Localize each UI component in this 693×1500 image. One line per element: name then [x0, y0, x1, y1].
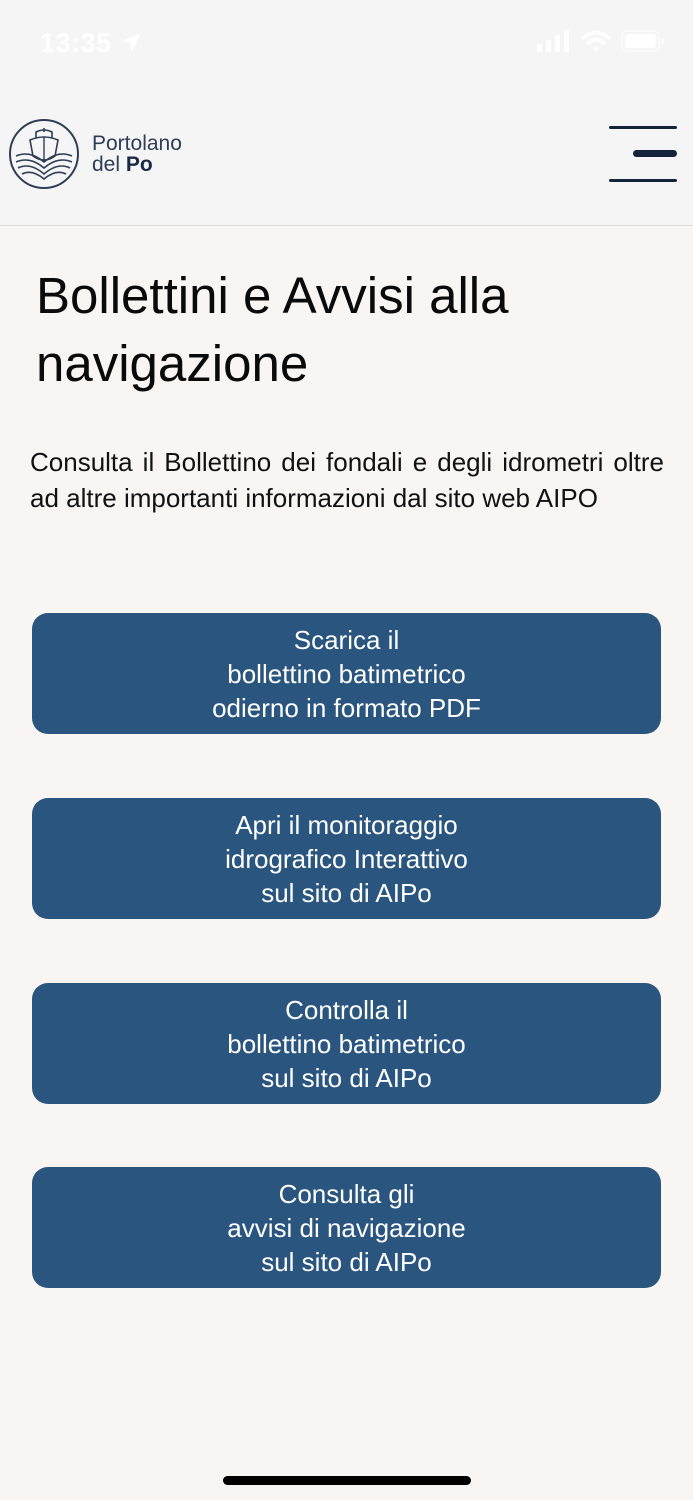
- page-title: Bollettini e Avvisi alla navigazione: [36, 267, 509, 392]
- portolano-logo[interactable]: [8, 118, 182, 190]
- status-time: 13:35: [40, 28, 112, 58]
- logo-line-1: Portolano: [92, 132, 182, 155]
- button-label-line: bollettino batimetrico: [227, 658, 466, 689]
- button-label-line: Controlla il: [285, 994, 408, 1025]
- button-label-line: Scarica il: [293, 624, 400, 655]
- navigation-notices-button[interactable]: [32, 1167, 661, 1288]
- hamburger-menu-icon: [609, 126, 677, 129]
- button-label-line: avvisi di navigazione: [227, 1212, 466, 1243]
- cellular-signal-icon: [537, 30, 571, 52]
- home-indicator[interactable]: [223, 1476, 471, 1485]
- button-label-line: Consulta gli: [278, 1178, 415, 1209]
- download-pdf-bulletin-button[interactable]: [32, 613, 661, 734]
- button-label-line: sul sito di AIPo: [261, 1062, 432, 1093]
- hamburger-menu-icon-middle: [633, 150, 677, 157]
- app-header: [0, 90, 693, 226]
- logo-line-2: [92, 154, 182, 175]
- page-description: Consulta il Bollettino dei fondali e degli idrometri oltre ad altre importanti informazioni dal sito web AIPO: [30, 447, 664, 513]
- hamburger-menu-button[interactable]: [607, 124, 677, 184]
- button-label-line: idrografico Interattivo: [225, 843, 468, 874]
- status-bar: [0, 0, 693, 90]
- status-icons: [537, 30, 665, 52]
- wifi-icon: [581, 30, 611, 52]
- button-label-line: bollettino batimetrico: [227, 1028, 466, 1059]
- ship-on-waves-icon: [8, 118, 80, 190]
- check-bathymetric-bulletin-button[interactable]: [32, 983, 661, 1104]
- button-label-line: odierno in formato PDF: [212, 692, 481, 723]
- location-arrow-icon: [120, 32, 142, 54]
- logo-line-2-strong: Po: [125, 153, 153, 176]
- battery-icon: [621, 30, 665, 52]
- logo-line-2-prefix: del: [92, 153, 126, 176]
- hamburger-menu-icon-bottom: [609, 179, 677, 182]
- open-hydrographic-monitoring-button[interactable]: [32, 798, 661, 919]
- button-label-line: Apri il monitoraggio: [235, 809, 458, 840]
- button-label-line: sul sito di AIPo: [261, 877, 432, 908]
- logo-wordmark: [92, 133, 182, 175]
- button-label-line: sul sito di AIPo: [261, 1246, 432, 1277]
